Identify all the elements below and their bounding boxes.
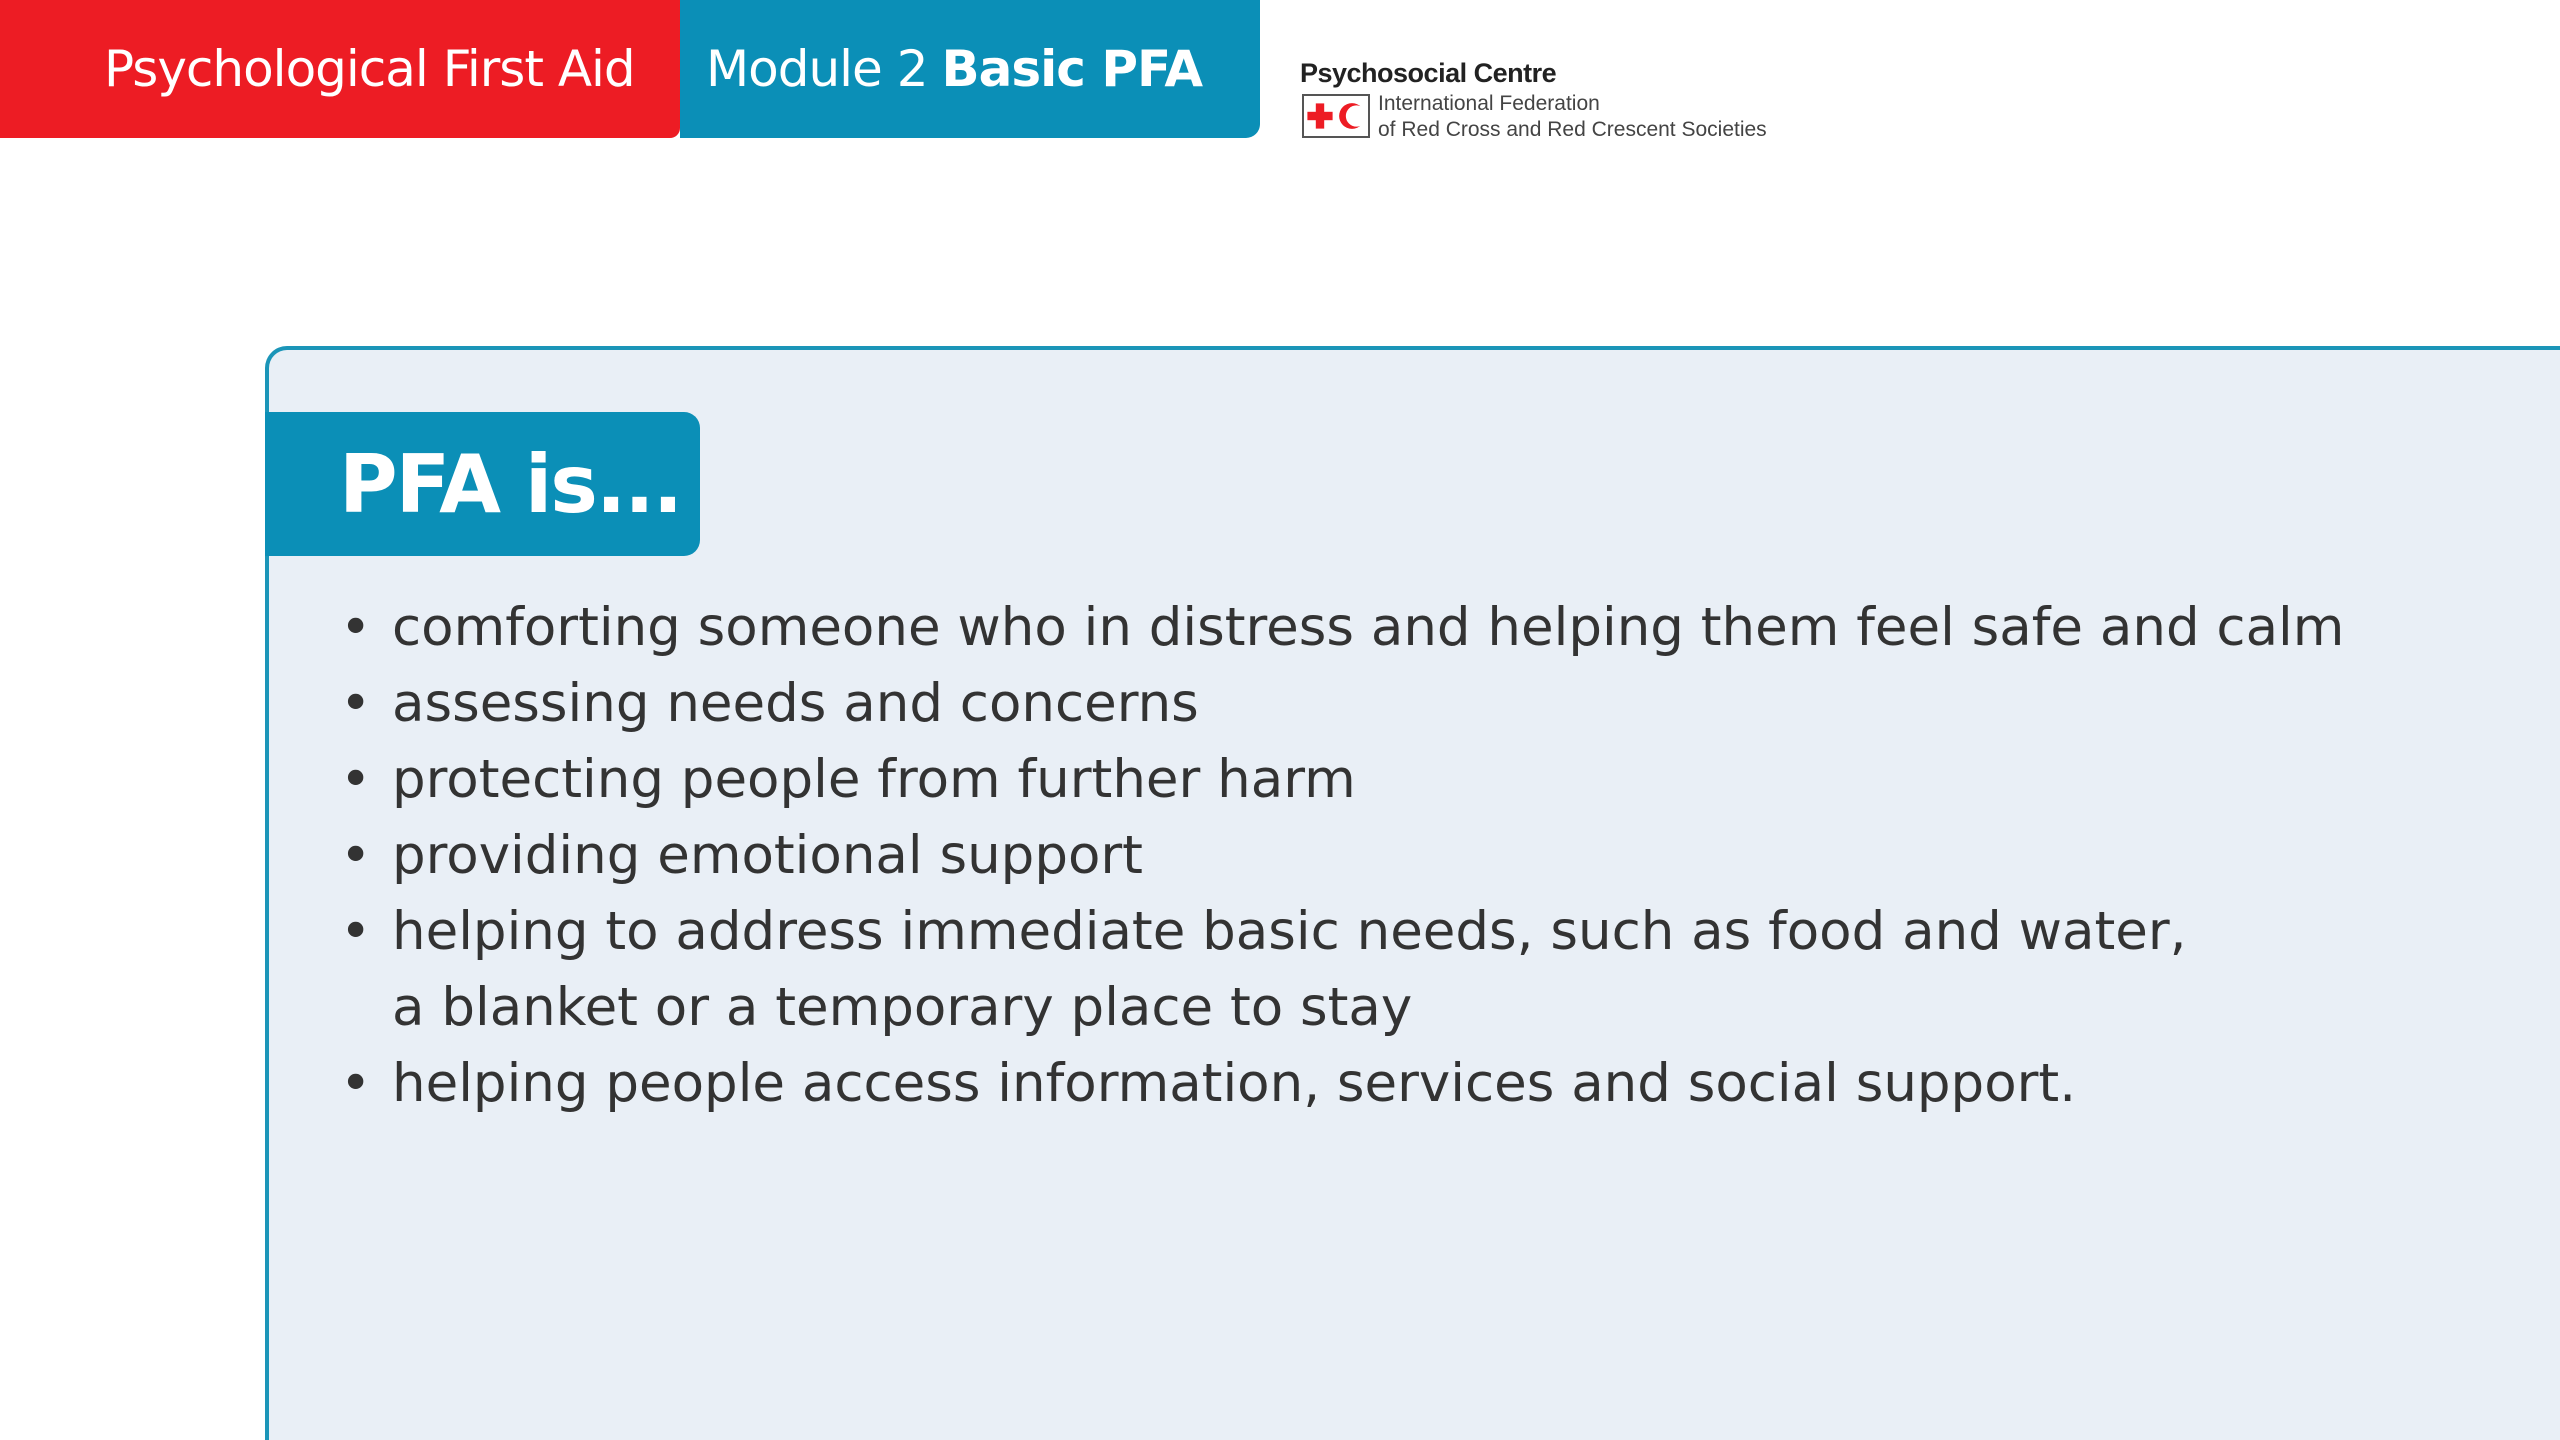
- logo-title: Psychosocial Centre: [1300, 58, 1557, 88]
- red-cross-icon: [1306, 102, 1334, 130]
- module-name: Basic PFA: [941, 40, 1203, 98]
- bullet-item: [340, 894, 2440, 1046]
- red-crescent-icon: [1338, 102, 1366, 130]
- bullet-text: a blanket or a temporary place to stay: [392, 977, 1413, 1038]
- bullet-item: [340, 742, 2440, 818]
- red-cross-crescent-icon: [1302, 94, 1370, 138]
- bullet-item: [340, 1046, 2440, 1122]
- logo-line-1: International Federation: [1378, 92, 1600, 115]
- bullet-text: • protecting people from further harm: [392, 749, 1356, 810]
- bullet-item: [340, 590, 2440, 666]
- bullet-text: • providing emotional support: [392, 825, 1143, 886]
- module-tab: [680, 0, 1260, 138]
- course-title-tab: [0, 0, 680, 138]
- slide-title: PFA is...: [265, 412, 700, 556]
- course-title: Psychological First Aid: [104, 40, 635, 98]
- logo-line-2: of Red Cross and Red Crescent Societies: [1378, 118, 1767, 141]
- bullet-text: • helping people access information, services and social support.: [392, 1053, 2077, 1114]
- bullet-text: • comforting someone who in distress and helping them feel safe and calm: [392, 597, 2345, 658]
- module-prefix: Module 2: [706, 40, 928, 98]
- bullet-text: • helping to address immediate basic needs, such as food and water,: [392, 901, 2187, 962]
- bullet-item: [340, 818, 2440, 894]
- bullet-item: [340, 666, 2440, 742]
- ifrc-psychosocial-logo: [1300, 58, 1780, 148]
- bullet-text: • assessing needs and concerns: [392, 673, 1199, 734]
- bullet-list: [340, 590, 2440, 1122]
